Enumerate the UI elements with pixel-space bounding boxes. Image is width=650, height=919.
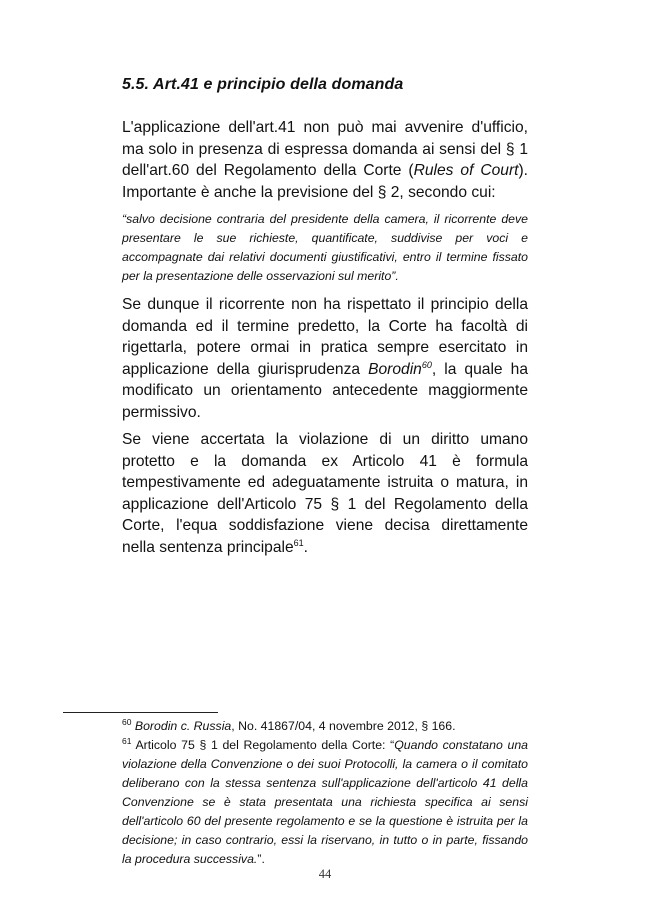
- paragraph-3-end: .: [303, 538, 309, 556]
- footnote-60: [122, 717, 528, 736]
- footnote-number: 61: [122, 736, 132, 746]
- footnote-ref-61[interactable]: 61: [293, 537, 304, 548]
- page-number: 44: [318, 867, 332, 881]
- footnote-text: , No. 41867/04, 4 novembre 2012, § 166.: [231, 719, 456, 733]
- footnote-number: 60: [122, 717, 132, 727]
- paragraph-1: [122, 117, 528, 203]
- paragraph-2: [122, 294, 528, 423]
- footnote-61: [122, 736, 528, 869]
- paragraph-1-text: L'applicazione dell'art.41 non può mai avvenire d'ufficio, ma solo in presenza di espressa domanda ai sensi del § 1 dell'art.60 del Regolamento della Corte (: [122, 119, 528, 179]
- paragraph-3-text: Se viene accertata la violazione di un diritto umano protetto e la domanda ex Articolo 41 è formula tempestivamente ed adeguatamente istruita o matura, in applicazione dell'Articolo 75 § 1 del Regolamento della Corte, l'equa soddisfazione viene decisa direttamente nella sentenza principale: [122, 431, 528, 556]
- footnote-ref-60[interactable]: 60: [421, 359, 432, 370]
- section-heading: 5.5. Art.41 e principio della domanda: [122, 76, 404, 93]
- paragraph-2-italic: Borodin: [368, 360, 422, 378]
- paragraph-2-text: Se dunque il ricorrente non ha rispettato il principio della domanda ed il termine predetto, la Corte ha facoltà di rigettarla, potere ormai in pratica sempre esercitato in applicazione della giurisprudenza: [122, 296, 528, 378]
- paragraph-3: [122, 429, 528, 558]
- footnote-italic: Borodin c. Russia: [134, 719, 232, 733]
- footnote-italic: Quando constatano una violazione della Convenzione o dei suoi Protocolli, la camera o il comitato deliberano con la stessa sentenza sull'applicazione dell'articolo 41 della Convenzione se è stata presentata una richiesta specifica ai sensi dell'articolo 60 del presente regolamento e se la questione è istruita per la decisione; in caso contrario, essi la riservano, in tutto o in parte, fissando la procedura successiva.: [122, 738, 528, 866]
- paragraph-2-end: , la quale ha modificato un orientamento antecedente maggiormente permissivo.: [122, 360, 528, 421]
- footnote-end: ”.: [257, 852, 265, 866]
- block-quote: “salvo decisione contraria del presidente della camera, il ricorrente deve presentare le sue richieste, quantificate, suddivise per voci e accompagnate dai relativi documenti giustificativi, entro il termine fissato per la presentazione delle osservazioni sul merito”.: [122, 212, 528, 283]
- paragraph-1-italic: Rules of Court: [413, 162, 519, 179]
- paragraph-1-end: ). Importante è anche la previsione del § 2, secondo cui:: [122, 162, 529, 201]
- footnote-separator: [63, 712, 218, 713]
- footnote-text: Articolo 75 § 1 del Regolamento della Corte: “: [131, 738, 395, 752]
